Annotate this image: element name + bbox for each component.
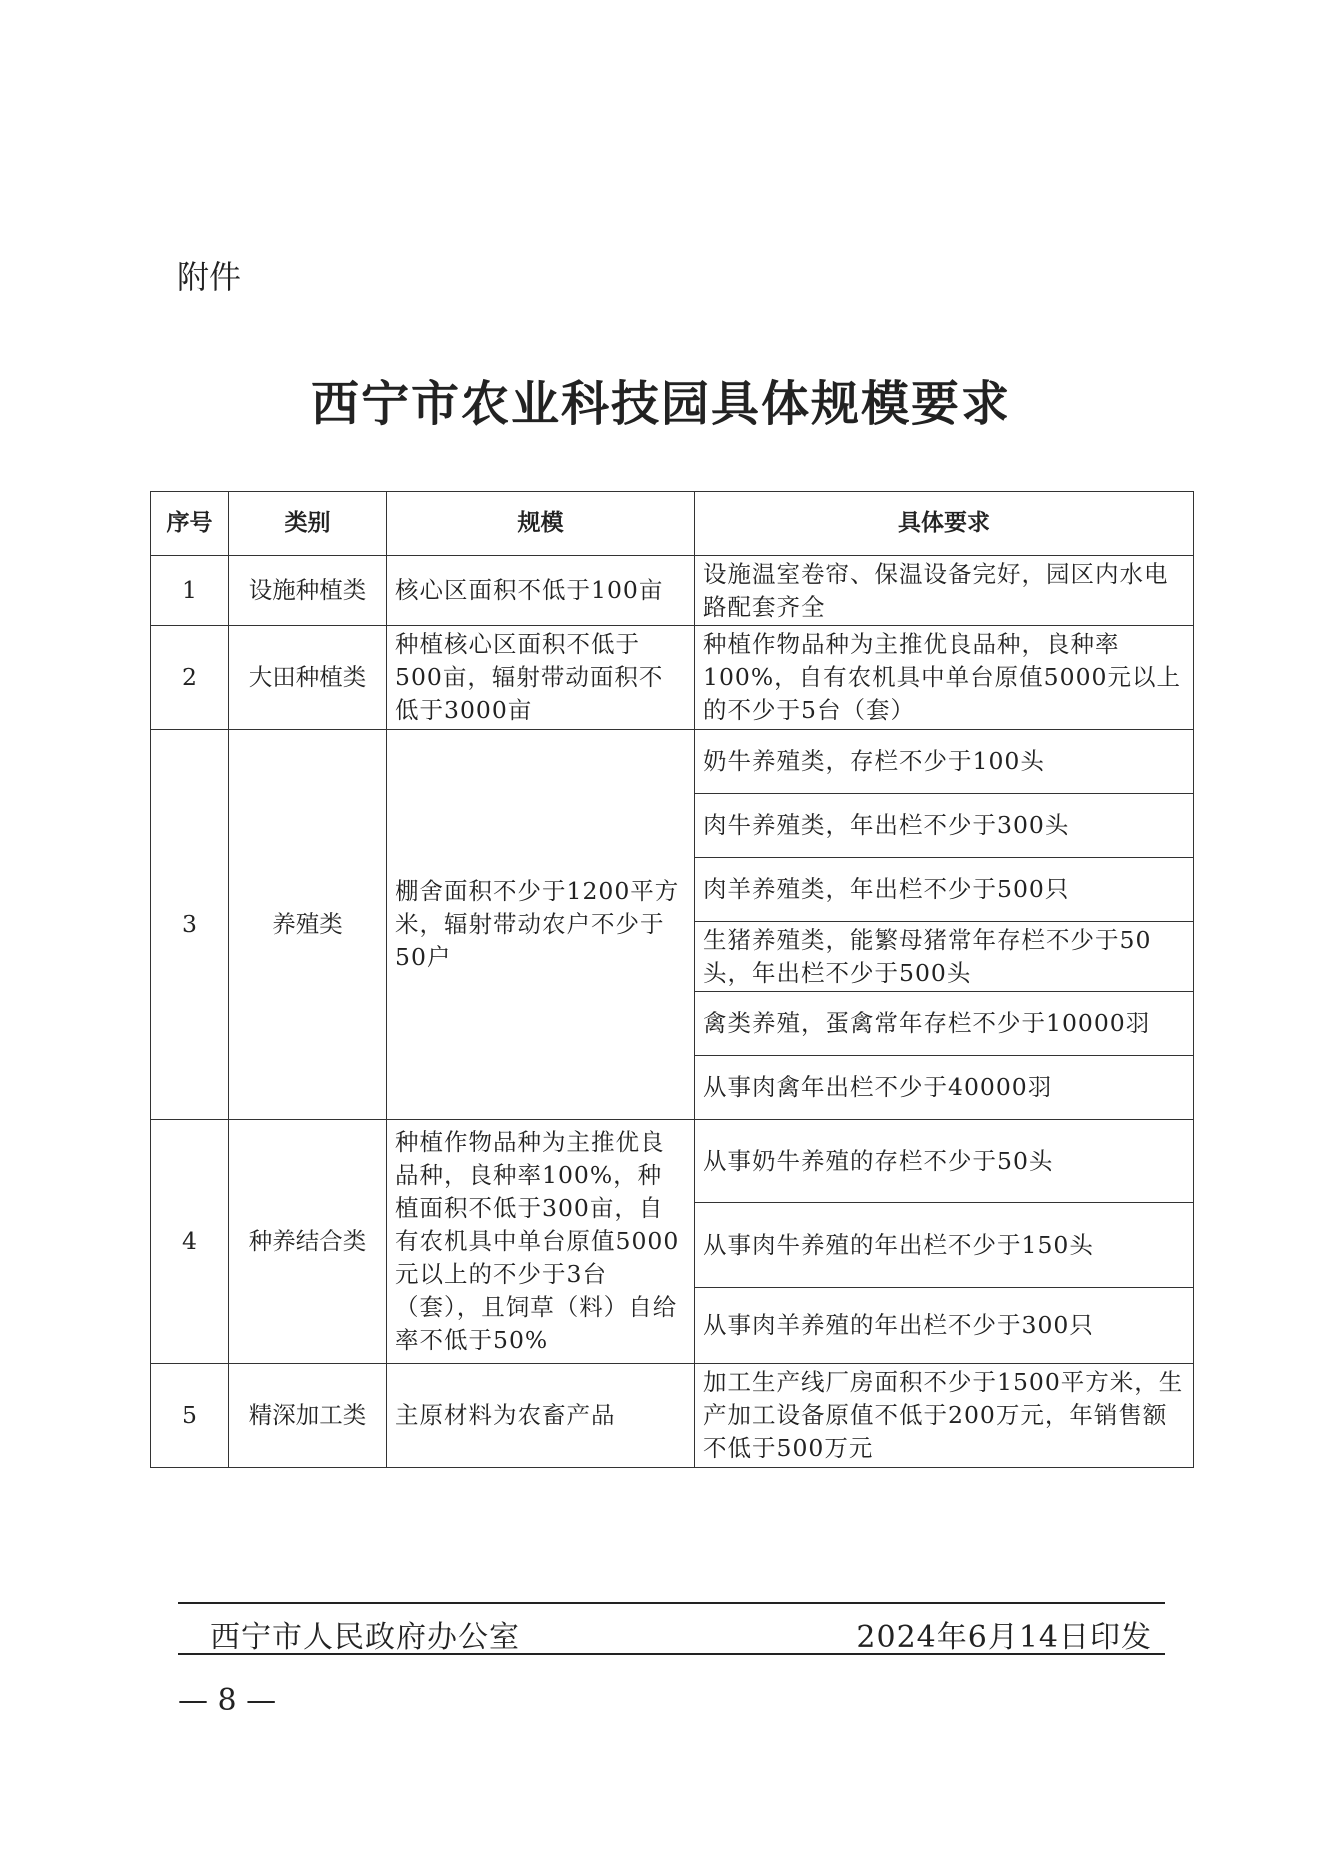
row-category: 种养结合类 [229,1120,387,1364]
row-no: 1 [151,556,229,626]
requirements-table [150,491,1194,1468]
attachment-label: 附件 [177,258,242,296]
table-row [151,556,1194,626]
row-scale: 种植核心区面积不低于500亩，辐射带动面积不低于3000亩 [387,626,695,730]
table-row [151,730,1194,794]
header-requirements: 具体要求 [695,492,1194,556]
row-requirement: 加工生产线厂房面积不少于1500平方米，生产加工设备原值不低于200万元，年销售额不低于500万元 [695,1364,1194,1468]
row-requirement: 从事肉羊养殖的年出栏不少于300只 [695,1288,1194,1364]
row-requirement: 设施温室卷帘、保温设备完好，园区内水电路配套齐全 [695,556,1194,626]
row-no: 2 [151,626,229,730]
issuing-office: 西宁市人民政府办公室 [210,1620,520,1655]
row-requirement: 奶牛养殖类，存栏不少于100头 [695,730,1194,794]
header-no: 序号 [151,492,229,556]
header-category: 类别 [229,492,387,556]
table-header-row [151,492,1194,556]
row-category: 养殖类 [229,730,387,1120]
table-row [151,1120,1194,1203]
row-requirement: 从事肉禽年出栏不少于40000羽 [695,1056,1194,1120]
row-category: 精深加工类 [229,1364,387,1468]
row-scale: 种植作物品种为主推优良品种，良种率100%，种植面积不低于300亩，自有农机具中单台原值5000元以上的不少于3台（套），且饲草（料）自给率不低于50% [387,1120,695,1364]
footer-bottom-rule [178,1653,1165,1655]
row-category: 大田种植类 [229,626,387,730]
page-title: 西宁市农业科技园具体规模要求 [310,376,1011,432]
row-scale: 主原材料为农畜产品 [387,1364,695,1468]
row-requirement: 肉羊养殖类，年出栏不少于500只 [695,858,1194,922]
row-requirement: 从事奶牛养殖的存栏不少于50头 [695,1120,1194,1203]
row-requirement: 生猪养殖类，能繁母猪常年存栏不少于50头，年出栏不少于500头 [695,922,1194,992]
footer-top-rule [178,1602,1165,1604]
issue-date: 2024年6月14日印发 [856,1620,1152,1655]
page-number: — 8 — [178,1683,277,1718]
row-no: 3 [151,730,229,1120]
row-no: 5 [151,1364,229,1468]
row-requirement: 从事肉牛养殖的年出栏不少于150头 [695,1203,1194,1288]
row-category: 设施种植类 [229,556,387,626]
row-requirement: 种植作物品种为主推优良品种，良种率100%，自有农机具中单台原值5000元以上的不少于5台（套） [695,626,1194,730]
row-requirement: 肉牛养殖类，年出栏不少于300头 [695,794,1194,858]
row-scale: 核心区面积不低于100亩 [387,556,695,626]
row-scale: 棚舍面积不少于1200平方米，辐射带动农户不少于50户 [387,730,695,1120]
table-row [151,626,1194,730]
row-no: 4 [151,1120,229,1364]
row-requirement: 禽类养殖，蛋禽常年存栏不少于10000羽 [695,992,1194,1056]
header-scale: 规模 [387,492,695,556]
table-row [151,1364,1194,1468]
